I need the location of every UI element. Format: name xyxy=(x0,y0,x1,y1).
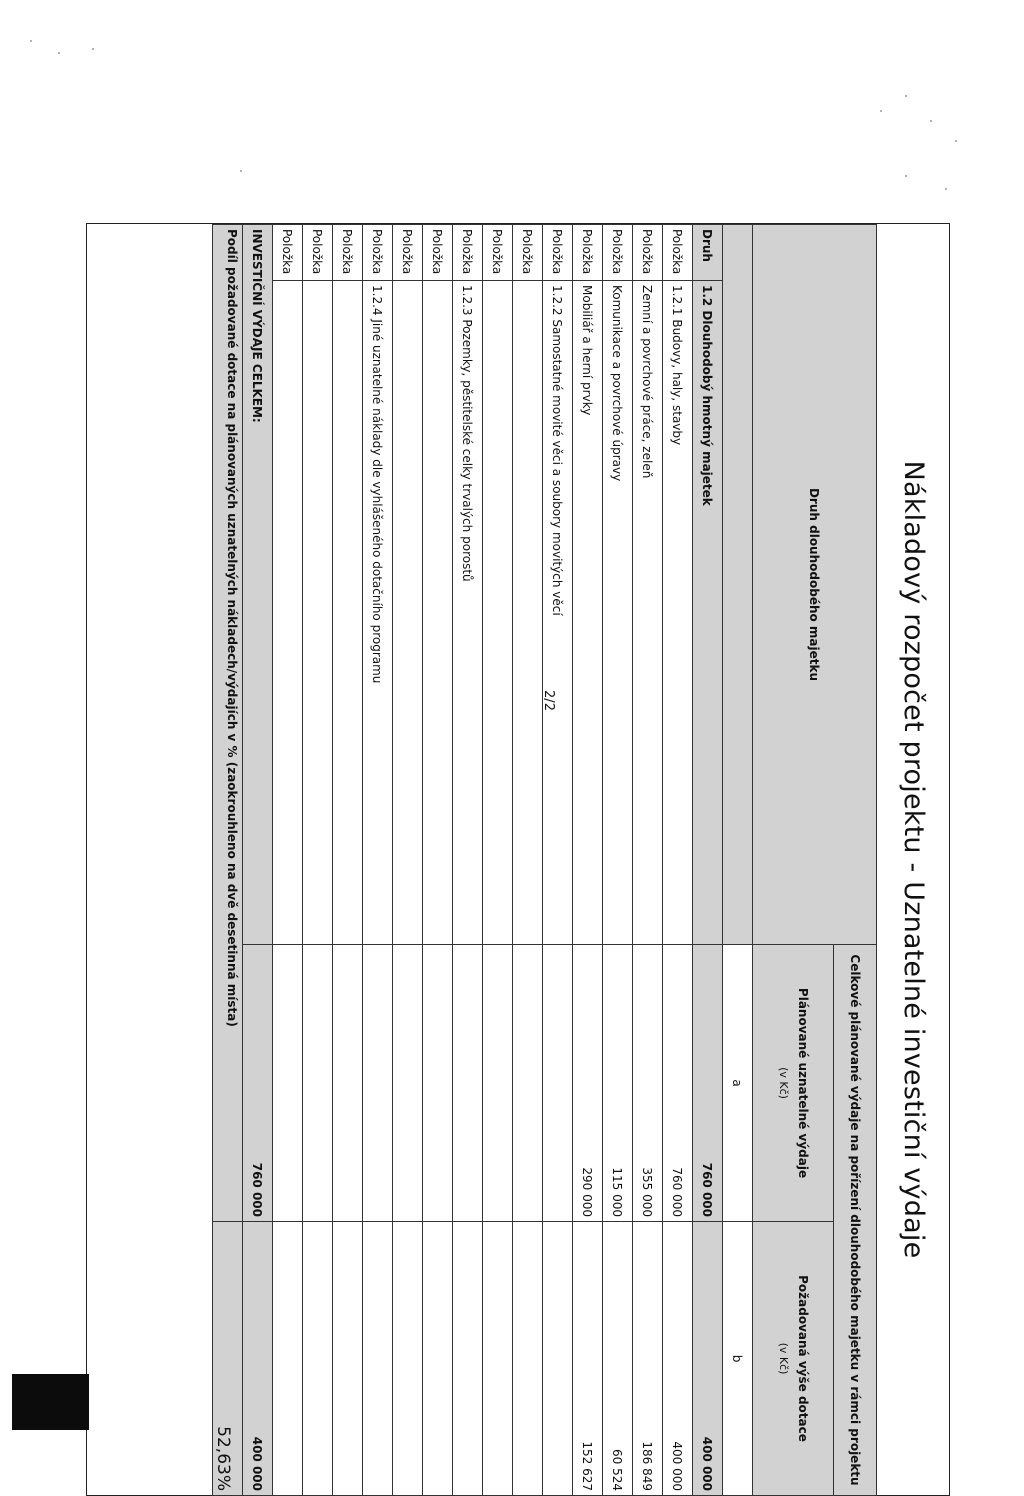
row-name: Komunikace a povrchové úpravy xyxy=(603,281,633,945)
header-planned-expenses: Celkové plánované výdaje na pořízení dlouhodobého majetku v rámci projektu xyxy=(834,945,877,1496)
row-value-b xyxy=(543,1222,573,1496)
row-name: 1.2.2 Samostatné movité věci a soubory movitých věcí xyxy=(543,281,573,945)
row-type: Položka xyxy=(363,225,393,281)
row-value-a xyxy=(363,945,393,1222)
row-type: Položka xyxy=(633,225,663,281)
row-value-b: 400 000 xyxy=(663,1222,693,1496)
table-row xyxy=(303,225,333,1496)
budget-rows xyxy=(273,225,723,1496)
row-value-a: 355 000 xyxy=(633,945,663,1222)
row-type: Položka xyxy=(333,225,363,281)
row-name xyxy=(303,281,333,945)
table-row xyxy=(633,225,663,1496)
row-type: Položka xyxy=(573,225,603,281)
row-name: 1.2 Dlouhodobý hmotný majetek xyxy=(693,281,723,945)
row-value-b xyxy=(393,1222,423,1496)
row-value-a xyxy=(393,945,423,1222)
row-name: Zemní a povrchové práce, zeleň xyxy=(633,281,663,945)
budget-document xyxy=(86,223,950,1496)
row-value-a xyxy=(333,945,363,1222)
header-letter-b: b xyxy=(723,1222,753,1496)
table-row xyxy=(603,225,633,1496)
share-label: Podíl požadované dotace na plánovaných uznatelných nákladech/výdajích v % (zaokrouhleno na dvě desetinná místa) xyxy=(213,225,243,1222)
table-row xyxy=(483,225,513,1496)
table-row xyxy=(663,225,693,1496)
table-row xyxy=(573,225,603,1496)
redaction-block xyxy=(12,1374,89,1430)
header-col-b xyxy=(753,1222,834,1496)
table-row xyxy=(543,225,573,1496)
row-value-b xyxy=(273,1222,303,1496)
row-value-a: 115 000 xyxy=(603,945,633,1222)
total-row xyxy=(243,225,273,1496)
row-type: Položka xyxy=(423,225,453,281)
row-value-b xyxy=(303,1222,333,1496)
row-type: Položka xyxy=(483,225,513,281)
total-a: 760 000 xyxy=(243,945,273,1222)
row-type: Položka xyxy=(513,225,543,281)
row-value-b xyxy=(513,1222,543,1496)
row-type: Položka xyxy=(603,225,633,281)
total-b: 400 000 xyxy=(243,1222,273,1496)
row-name xyxy=(273,281,303,945)
header-asset-type: Druh dlouhodobého majetku xyxy=(753,225,877,945)
table-row xyxy=(423,225,453,1496)
row-value-b: 152 627 xyxy=(573,1222,603,1496)
table-row xyxy=(453,225,483,1496)
row-name xyxy=(483,281,513,945)
row-value-a xyxy=(303,945,333,1222)
header-col-b-unit: (v Kč) xyxy=(777,1342,790,1375)
header-col-a xyxy=(753,945,834,1222)
row-value-a: 760 000 xyxy=(693,945,723,1222)
row-value-a: 760 000 xyxy=(663,945,693,1222)
header-letter-spacer xyxy=(723,225,753,945)
row-value-a xyxy=(453,945,483,1222)
table-row xyxy=(693,225,723,1496)
header-col-a-unit: (v Kč) xyxy=(777,1067,790,1099)
share-row xyxy=(213,225,243,1496)
table-row xyxy=(363,225,393,1496)
table-row xyxy=(333,225,363,1496)
row-value-a xyxy=(513,945,543,1222)
row-value-b: 186 849 xyxy=(633,1222,663,1496)
table-row xyxy=(513,225,543,1496)
budget-table xyxy=(212,224,877,1496)
row-name xyxy=(333,281,363,945)
row-value-a xyxy=(273,945,303,1222)
row-value-b xyxy=(333,1222,363,1496)
header-col-b-label: Požadovaná výše dotace xyxy=(796,1275,810,1442)
page-number: 2/2 xyxy=(540,690,556,711)
total-label: INVESTIČNÍ VÝDAJE CELKEM: xyxy=(243,225,273,945)
row-value-a: 290 000 xyxy=(573,945,603,1222)
row-name xyxy=(393,281,423,945)
row-name: 1.2.4 Jiné uznatelné náklady dle vyhlášeného dotačního programu xyxy=(363,281,393,945)
row-type: Položka xyxy=(663,225,693,281)
row-value-b xyxy=(363,1222,393,1496)
table-row xyxy=(273,225,303,1496)
row-type: Druh xyxy=(693,225,723,281)
row-value-b: 400 000 xyxy=(693,1222,723,1496)
share-value: 52,63% xyxy=(213,1222,243,1496)
row-type: Položka xyxy=(303,225,333,281)
row-type: Položka xyxy=(543,225,573,281)
row-type: Položka xyxy=(453,225,483,281)
header-letter-a: a xyxy=(723,945,753,1222)
row-name xyxy=(423,281,453,945)
document-title: Nákladový rozpočet projektu - Uznatelné investiční výdaje xyxy=(875,224,949,1495)
row-value-b: 60 524 xyxy=(603,1222,633,1496)
row-value-b xyxy=(453,1222,483,1496)
row-name xyxy=(513,281,543,945)
row-value-b xyxy=(483,1222,513,1496)
row-value-a xyxy=(543,945,573,1222)
header-col-a-label: Plánované uznatelné výdaje xyxy=(796,987,810,1179)
row-name: 1.2.3 Pozemky, pěstitelské celky trvalých porostů xyxy=(453,281,483,945)
header-row-top xyxy=(834,225,877,1496)
row-type: Položka xyxy=(273,225,303,281)
row-name: Mobiliář a herní prvky xyxy=(573,281,603,945)
row-name: 1.2.1 Budovy, haly, stavby xyxy=(663,281,693,945)
table-row xyxy=(393,225,423,1496)
header-row-letters xyxy=(723,225,753,1496)
row-type: Položka xyxy=(393,225,423,281)
row-value-b xyxy=(423,1222,453,1496)
row-value-a xyxy=(423,945,453,1222)
row-value-a xyxy=(483,945,513,1222)
